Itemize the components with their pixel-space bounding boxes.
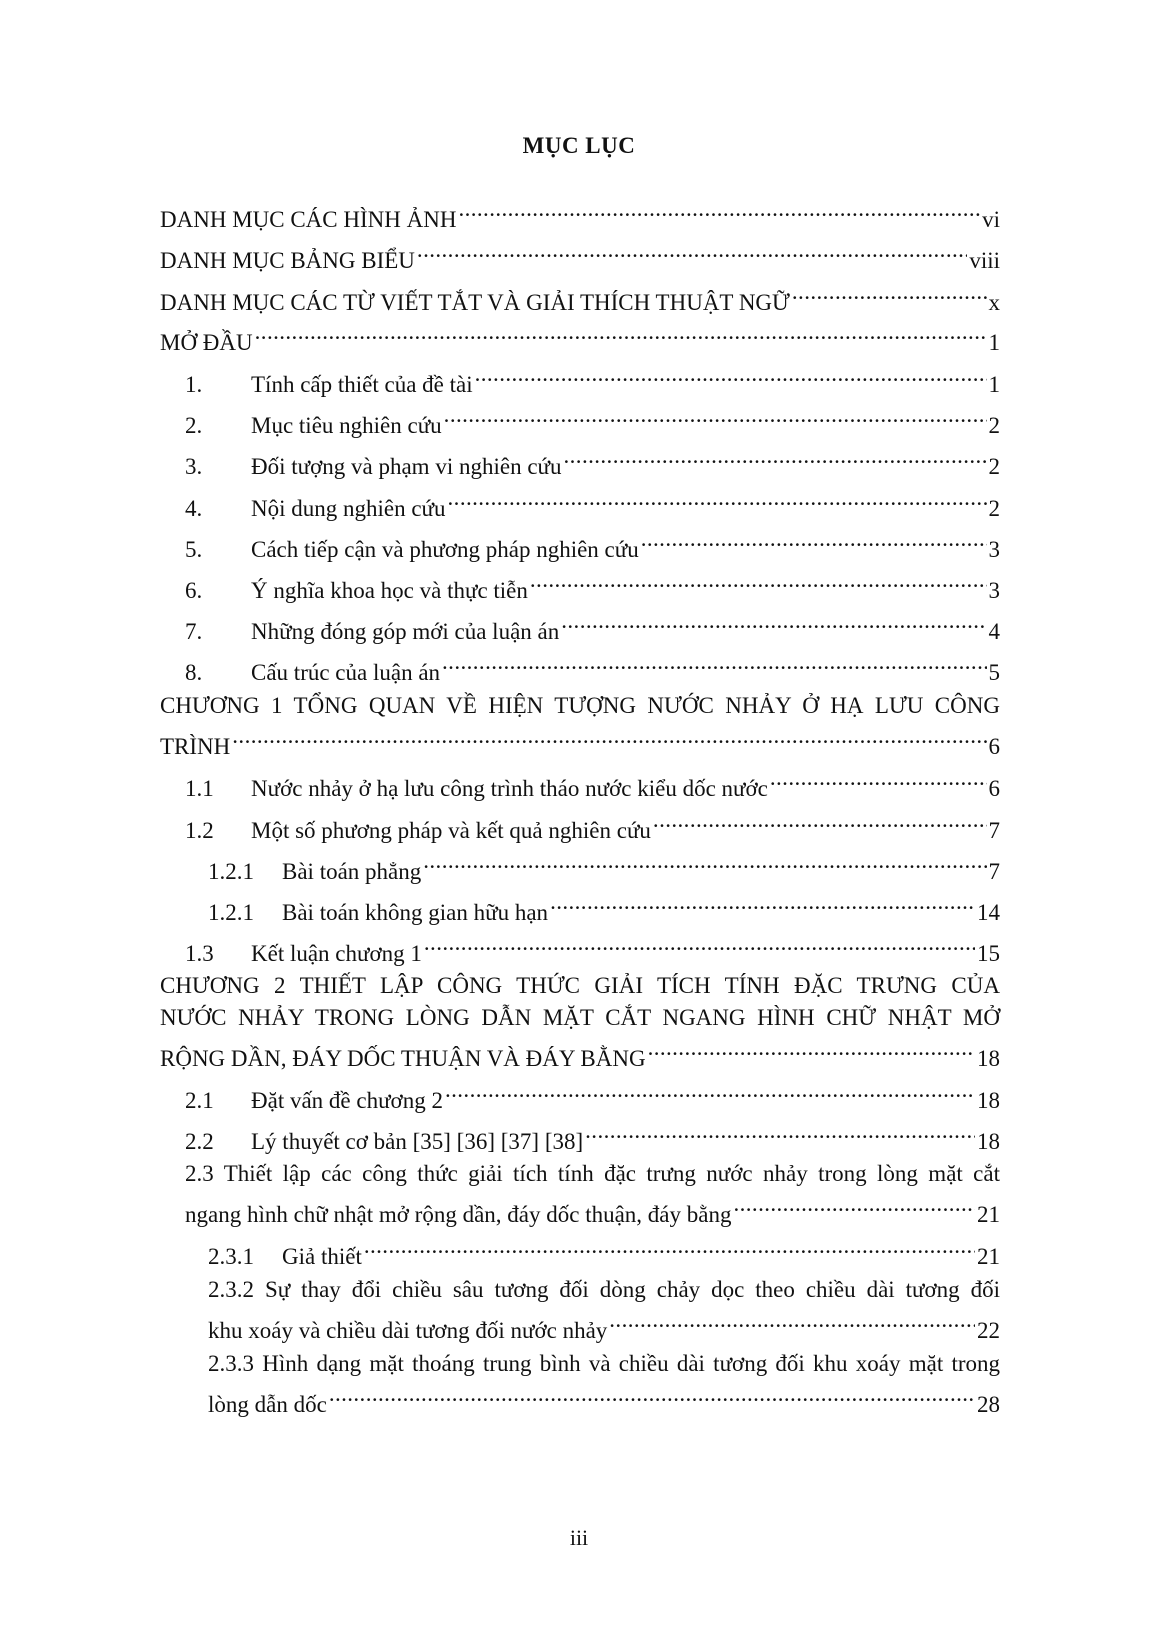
- toc-chapter-title-line: TỔNG QUAN VỀ HIỆN TƯỢNG NƯỚC NHẢY Ở HẠ LƯU CÔNG: [293, 693, 1000, 718]
- toc-chapter-title-line: NƯỚC NHẢY TRONG LÒNG DẪN MẶT CẮT NGANG HÌNH CHỮ NHẬT MỞ: [160, 1005, 1000, 1030]
- toc-entry-text: Một số phương pháp và kết quả nghiên cứu: [251, 818, 651, 843]
- leader-dots: [530, 566, 987, 598]
- toc-entry-text: Những đóng góp mới của luận án: [251, 619, 560, 644]
- toc-entry-text: DANH MỤC CÁC TỪ VIẾT TẮT VÀ GIẢI THÍCH THUẬT NGỮ: [160, 290, 790, 315]
- leader-dots: [458, 195, 980, 227]
- toc-entry-abbreviations[interactable]: [160, 278, 1000, 315]
- toc-page-number: 7: [988, 818, 1000, 843]
- toc-entry-number: 2.1: [185, 1088, 214, 1113]
- toc-entry-number: 5.: [185, 537, 203, 562]
- toc-entry-number: 3.: [185, 454, 203, 479]
- toc-entry-1-1[interactable]: [185, 764, 1000, 801]
- leader-dots: [770, 764, 987, 796]
- toc-entry-2-3-1[interactable]: [208, 1232, 1000, 1269]
- leader-dots: [653, 806, 987, 838]
- toc-chapter-number: CHƯƠNG 2: [160, 973, 286, 998]
- toc-page-number: 1: [988, 372, 1000, 397]
- toc-entry-number: 1.1: [185, 776, 214, 801]
- leader-dots: [417, 236, 967, 268]
- toc-entry-intro-7[interactable]: [185, 607, 1000, 644]
- toc-chapter-2-heading[interactable]: [160, 970, 1000, 1002]
- toc-entry-2-3-2-line-1[interactable]: [208, 1274, 1000, 1306]
- toc-entry-intro-5[interactable]: [185, 525, 1000, 562]
- toc-entry-text: Cấu trúc của luận án: [251, 660, 441, 685]
- toc-chapter-2-title-line-2[interactable]: [160, 1002, 1000, 1034]
- toc-entry-1-2-1-b[interactable]: [208, 888, 1000, 925]
- toc-entry-intro-8[interactable]: [185, 648, 1000, 685]
- toc-chapter-title-line: THIẾT LẬP CÔNG THỨC GIẢI TÍCH TÍNH ĐẶC TRƯNG CỦA: [299, 973, 1000, 998]
- leader-dots: [564, 442, 987, 474]
- toc-entry-1-2[interactable]: [185, 806, 1000, 843]
- leader-dots: [475, 360, 987, 392]
- toc-entry-text: MỞ ĐẦU: [160, 330, 253, 355]
- page-title: MỤC LỤC: [522, 133, 636, 158]
- toc-entry-text: Ý nghĩa khoa học và thực tiễn: [251, 578, 528, 603]
- leader-dots: [445, 1076, 975, 1108]
- toc-entry-2-3-3-line-2[interactable]: [208, 1380, 1000, 1417]
- leader-dots: [448, 484, 987, 516]
- toc-entry-text: Nội dung nghiên cứu: [251, 496, 446, 521]
- toc-chapter-2-continuation[interactable]: [160, 1034, 1000, 1071]
- toc-page-number: 6: [988, 734, 1000, 759]
- toc-entry-number: 2.3.2: [208, 1277, 254, 1302]
- toc-entry-number: 4.: [185, 496, 203, 521]
- toc-entry-list-of-figures[interactable]: [160, 195, 1000, 232]
- toc-entry-1-2-1-a[interactable]: [208, 847, 1000, 884]
- toc-entry-text: Tính cấp thiết của đề tài: [251, 372, 473, 397]
- toc-entry-text: Cách tiếp cận và phương pháp nghiên cứu: [251, 537, 639, 562]
- toc-entry-text: DANH MỤC CÁC HÌNH ẢNH: [160, 207, 457, 232]
- toc-entry-number: 1.: [185, 372, 203, 397]
- leader-dots: [442, 648, 986, 680]
- toc-entry-number: 1.2: [185, 818, 214, 843]
- toc-entry-text: Thiết lập các công thức giải tích tính đặc trưng nước nhảy trong lòng mặt cắt: [223, 1161, 1000, 1186]
- toc-entry-2-3-line-2[interactable]: [185, 1190, 1000, 1227]
- toc-entry-1-3[interactable]: [185, 929, 1000, 966]
- toc-chapter-title-line: RỘNG DẦN, ĐÁY DỐC THUẬN VÀ ĐÁY BẰNG: [160, 1046, 646, 1071]
- toc-page-number: 2: [988, 496, 1000, 521]
- toc-page-number: 3: [988, 537, 1000, 562]
- leader-dots: [364, 1232, 975, 1264]
- toc-entry-text: Bài toán không gian hữu hạn: [282, 900, 549, 925]
- toc-page-number: viii: [969, 248, 1000, 273]
- toc-chapter-title-line: TRÌNH: [160, 734, 231, 759]
- toc-page-number: 1: [988, 330, 1000, 355]
- toc-page-number: 5: [988, 660, 1000, 685]
- toc-entry-number: 1.3: [185, 941, 214, 966]
- toc-entry-intro-2[interactable]: [185, 401, 1000, 438]
- leader-dots: [423, 847, 986, 879]
- toc-entry-text: Đặt vấn đề chương 2: [251, 1088, 443, 1113]
- toc-entry-intro-6[interactable]: [185, 566, 1000, 603]
- toc-page-number: 2: [988, 413, 1000, 438]
- leader-dots: [585, 1117, 975, 1149]
- leader-dots: [648, 1034, 975, 1066]
- toc-entry-2-2[interactable]: [185, 1117, 1000, 1154]
- toc-entry-2-3-3-line-1[interactable]: [208, 1348, 1000, 1380]
- toc-entry-number: 2.3.3: [208, 1351, 254, 1376]
- toc-entry-text: DANH MỤC BẢNG BIỂU: [160, 248, 415, 273]
- toc-entry-number: 2.2: [185, 1129, 214, 1154]
- toc-page-number: 21: [977, 1202, 1000, 1227]
- toc-entry-text: ngang hình chữ nhật mở rộng dần, đáy dốc thuận, đáy bằng: [185, 1202, 732, 1227]
- toc-page-number: x: [988, 290, 1000, 315]
- toc-entry-number: 2.3.1: [208, 1244, 254, 1269]
- leader-dots: [641, 525, 987, 557]
- toc-page-number: 18: [977, 1088, 1000, 1113]
- toc-entry-text: Mục tiêu nghiên cứu: [251, 413, 442, 438]
- toc-entry-text: Đối tượng và phạm vi nghiên cứu: [251, 454, 562, 479]
- toc-entry-2-1[interactable]: [185, 1076, 1000, 1113]
- toc-page-number: 2: [988, 454, 1000, 479]
- toc-page-number: 14: [977, 900, 1000, 925]
- toc-entry-number: 1.2.1: [208, 900, 254, 925]
- leader-dots: [561, 607, 986, 639]
- leader-dots: [733, 1190, 975, 1222]
- toc-entry-text: Kết luận chương 1: [251, 941, 422, 966]
- toc-page-number: 21: [977, 1244, 1000, 1269]
- toc-entry-text: Sự thay đổi chiều sâu tương đối dòng chảy dọc theo chiều dài tương đối: [264, 1277, 1001, 1302]
- toc-chapter-1-heading[interactable]: [160, 690, 1000, 722]
- toc-entry-introduction[interactable]: [160, 318, 1000, 355]
- toc-entry-intro-4[interactable]: [185, 484, 1000, 521]
- leader-dots: [255, 318, 987, 350]
- page-number-footer: iii: [569, 1525, 589, 1550]
- toc-page-number: 28: [977, 1392, 1000, 1417]
- leader-dots: [550, 888, 975, 920]
- toc-page-number: 15: [977, 941, 1000, 966]
- toc-page-number: 4: [988, 619, 1000, 644]
- toc-entry-number: 7.: [185, 619, 203, 644]
- toc-entry-text: Bài toán phẳng: [282, 859, 422, 884]
- toc-chapter-number: CHƯƠNG 1: [160, 693, 283, 718]
- toc-entry-number: 1.2.1: [208, 859, 254, 884]
- leader-dots: [232, 722, 986, 754]
- toc-page-number: 7: [988, 859, 1000, 884]
- toc-entry-number: 2.: [185, 413, 203, 438]
- leader-dots: [424, 929, 975, 961]
- toc-entry-2-3-2-line-2[interactable]: [208, 1306, 1000, 1343]
- toc-entry-number: 2.3: [185, 1161, 214, 1186]
- toc-page-number: 18: [977, 1046, 1000, 1071]
- toc-page-number: vi: [982, 207, 1000, 232]
- leader-dots: [792, 278, 987, 310]
- toc-entry-text: khu xoáy và chiều dài tương đối nước nhảy: [208, 1318, 608, 1343]
- toc-entry-text: Hình dạng mặt thoáng trung bình và chiều dài tương đối khu xoáy mặt trong: [262, 1351, 1000, 1376]
- toc-chapter-1-continuation[interactable]: [160, 722, 1000, 759]
- leader-dots: [444, 401, 987, 433]
- leader-dots: [609, 1306, 975, 1338]
- toc-entry-intro-3[interactable]: [185, 442, 1000, 479]
- toc-entry-text: Nước nhảy ở hạ lưu công trình tháo nước kiểu dốc nước: [251, 776, 768, 801]
- toc-entry-text: lòng dẫn dốc: [208, 1392, 327, 1417]
- toc-entry-text: Giả thiết: [282, 1244, 362, 1269]
- toc-entry-number: 8.: [185, 660, 203, 685]
- toc-entry-list-of-tables[interactable]: [160, 236, 1000, 273]
- toc-entry-2-3-line-1[interactable]: [185, 1158, 1000, 1190]
- toc-page-number: 22: [977, 1318, 1000, 1343]
- toc-page-number: 3: [988, 578, 1000, 603]
- toc-entry-text: Lý thuyết cơ bản [35] [36] [37] [38]: [251, 1129, 584, 1154]
- leader-dots: [329, 1380, 975, 1412]
- toc-entry-intro-1[interactable]: [185, 360, 1000, 397]
- toc-page-number: 18: [977, 1129, 1000, 1154]
- toc-entry-number: 6.: [185, 578, 203, 603]
- toc-page-number: 6: [988, 776, 1000, 801]
